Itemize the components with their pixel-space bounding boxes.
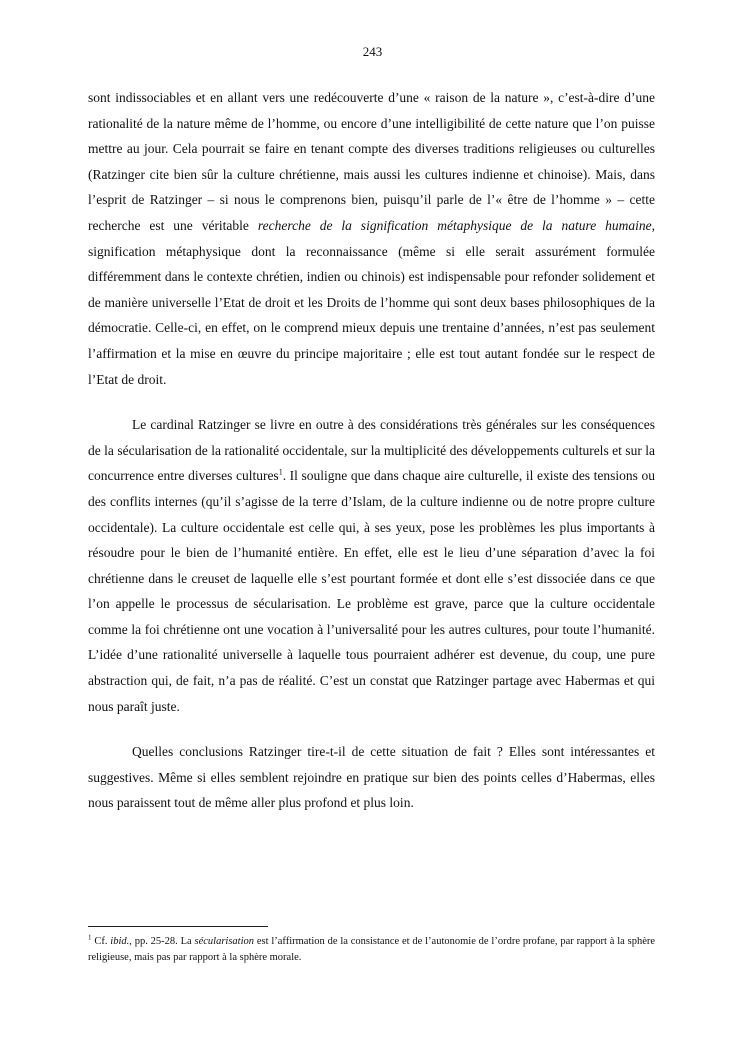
paragraph-1-italic: recherche de la signification métaphysique de la nature humaine [257,217,652,233]
paragraph-2 [88,412,655,719]
footnote-prefix: Cf. [91,936,111,947]
paragraph-2-text-after: . Il souligne que dans chaque aire culturelle, il existe des tensions ou des conflits internes (qu’il s’agisse de la terre d’Islam, de la culture indienne ou de notre propre culture occidentale). La culture occidentale est celle qui, à ses yeux, pose les problèmes les plus importants à résoudre pour le bien de l’humanité entière. En effet, elle est le lieu d’une séparation d’avec la foi chrétienne dans le creuset de laquelle elle s’est pourtant formée et dont elle s’est dissociée dans ce que l’on appelle le processus de sécularisation. Le problème est grave, parce que la culture occidentale comme la foi chrétienne ont une vocation à l’universalité pour les autres cultures, pour toute l’humanité. L’idée d’une rationalité universelle à laquelle tous pourraient adhérer est devenue, du coup, une pure abstraction qui, de fait, n’a pas de réalité. C’est un constat que Ratzinger partage avec Habermas et qui nous paraît juste. [88,468,656,714]
footnote-mid: , pp. 25-28. La [129,936,195,947]
paragraph-3-text: Quelles conclusions Ratzinger tire-t-il de cette situation de fait ? Elles sont intéressantes et suggestives. Même si elles semblent rejoindre en pratique sur bien des points celles d’Habermas, elles nous paraissent tout de même aller plus profond et plus loin. [88,744,655,811]
footnote-ref[interactable]: 1 [278,467,283,477]
footnote-divider [88,926,268,927]
paragraph-1-text-after: , signification métaphysique dont la reconnaissance (même si elle serait assurément formulée différemment dans le contexte chrétien, indien ou chinois) est indispensable pour refonder solidement et de manière universelle l’Etat de droit et les Droits de l’homme qui sont deux bases philosophiques de la démocratie. Celle-ci, en effet, on le comprend mieux depuis une trentaine d’années, n’est pas seulement l’affirmation et la mise en œuvre du principe majoritaire ; elle est tout autant fondée sur le respect de l’Etat de droit. [88,217,655,387]
body-text [88,85,655,816]
footnote [88,934,655,966]
footnote-rest: est l’affirmation de la consistance et de l’autonomie de l’ordre profane, par rapport à la sphère religieuse, mais pas par rapport à la sphère morale. [88,936,656,963]
paragraph-3 [88,739,655,816]
paragraph-1-text: sont indissociables et en allant vers une redécouverte d’une « raison de la nature », c’est-à-dire d’une rationalité de la nature même de l’homme, ou encore d’une intelligibilité de cette nature que l’on puisse mettre au jour. Cela pourrait se faire en tenant compte des diverses traditions religieuses ou culturelles (Ratzinger cite bien sûr la culture chrétienne, mais aussi les cultures indienne et chinoise). Mais, dans l’esprit de Ratzinger – si nous le comprenons bien, puisqu’il parle de l’« être de l’homme » – cette recherche est une véritable [88,90,655,233]
footnote-ibid: ibid. [110,936,130,947]
paragraph-1 [88,85,655,392]
footnote-marker: 1 [88,933,92,942]
footnote-term: sécularisation [194,936,255,947]
page-number: 243 [362,44,383,59]
paragraph-2-text: Le cardinal Ratzinger se livre en outre à des considérations très générales sur les conséquences de la sécularisation de la rationalité occidentale, sur la multiplicité des développements culturels et sur la concurrence entre diverses cultures [88,417,655,484]
